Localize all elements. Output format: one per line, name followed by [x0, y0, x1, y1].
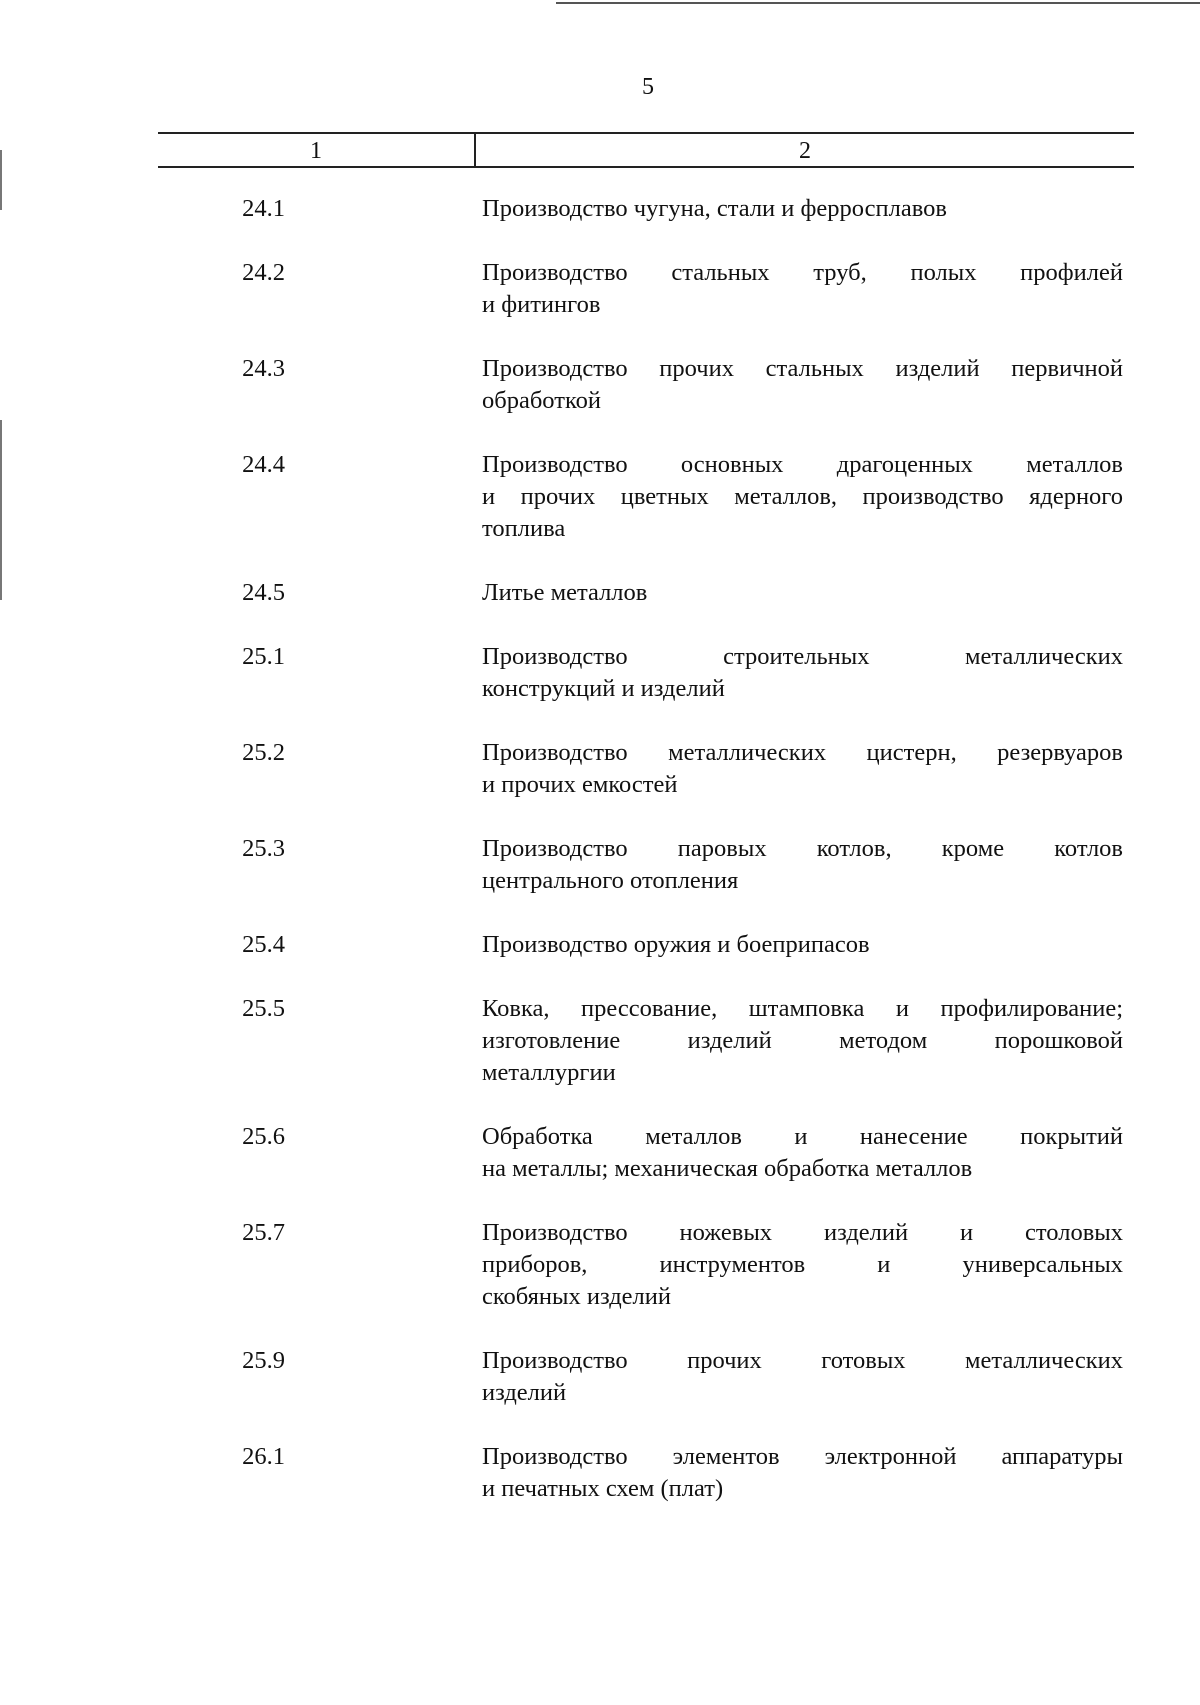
description-line: Обработка металлов и нанесение покрытий — [482, 1123, 1123, 1150]
activity-description — [482, 929, 1123, 961]
activity-code: 25.5 — [242, 995, 285, 1022]
column-header-2: 2 — [799, 138, 811, 164]
description-line: Производство ножевых изделий и столовых — [482, 1219, 1123, 1246]
activity-code: 25.2 — [242, 739, 285, 766]
description-line: конструкций и изделий — [482, 675, 725, 702]
description-line: топлива — [482, 515, 566, 542]
description-line: Производство основных драгоценных металлов — [482, 451, 1123, 478]
description-line: Производство стальных труб, полых профилей — [482, 259, 1123, 286]
description-line: приборов, инструментов и универсальных — [482, 1251, 1123, 1278]
description-line: и прочих емкостей — [482, 771, 678, 798]
activity-description — [482, 993, 1123, 1089]
table-row — [0, 993, 1200, 1089]
table-row — [0, 737, 1200, 801]
activity-code: 24.4 — [242, 451, 285, 478]
activity-code: 24.5 — [242, 579, 285, 606]
activity-description — [482, 641, 1123, 705]
description-line: изготовление изделий методом порошковой — [482, 1027, 1123, 1054]
table-row — [0, 193, 1200, 225]
column-header-1: 1 — [310, 138, 322, 164]
activity-description — [482, 1345, 1123, 1409]
activity-code: 25.9 — [242, 1347, 285, 1374]
activity-description — [482, 257, 1123, 321]
activity-code: 24.3 — [242, 355, 285, 382]
page-number: 5 — [642, 74, 654, 100]
description-line: Производство прочих стальных изделий первичной — [482, 355, 1123, 382]
table-row — [0, 449, 1200, 545]
description-line: Производство строительных металлических — [482, 643, 1123, 670]
activity-code: 25.3 — [242, 835, 285, 862]
description-line: и печатных схем (плат) — [482, 1475, 724, 1502]
description-line: на металлы; механическая обработка металлов — [482, 1155, 973, 1182]
table-row — [0, 353, 1200, 417]
description-line: металлургии — [482, 1059, 616, 1086]
description-line: обработкой — [482, 387, 601, 414]
activity-code: 24.2 — [242, 259, 285, 286]
description-line: изделий — [482, 1379, 567, 1406]
description-line: Производство элементов электронной аппаратуры — [482, 1443, 1123, 1470]
activity-code: 25.6 — [242, 1123, 285, 1150]
activity-description — [482, 1441, 1123, 1505]
activity-description — [482, 353, 1123, 417]
activity-description — [482, 577, 1123, 609]
activity-description — [482, 193, 1123, 225]
activity-description — [482, 449, 1123, 545]
table-row — [0, 577, 1200, 609]
description-line: Производство оружия и боеприпасов — [482, 931, 870, 958]
description-line: Производство металлических цистерн, резервуаров — [482, 739, 1123, 766]
description-line: центрального отопления — [482, 867, 739, 894]
description-line: Производство паровых котлов, кроме котлов — [482, 835, 1123, 862]
table-row — [0, 1217, 1200, 1313]
description-line: Ковка, прессование, штамповка и профилирование; — [482, 995, 1123, 1022]
description-line: Производство чугуна, стали и ферросплавов — [482, 195, 947, 222]
activity-description — [482, 1121, 1123, 1185]
table-row — [0, 929, 1200, 961]
scan-edge-line — [556, 2, 1200, 4]
table-row — [0, 1441, 1200, 1505]
activity-description — [482, 1217, 1123, 1313]
activity-code: 25.4 — [242, 931, 285, 958]
activity-code: 25.1 — [242, 643, 285, 670]
table-body — [0, 193, 1200, 1537]
table-row — [0, 1121, 1200, 1185]
table-row — [0, 641, 1200, 705]
activity-code: 24.1 — [242, 195, 285, 222]
table-header — [158, 132, 1134, 168]
table-row — [0, 257, 1200, 321]
description-line: и фитингов — [482, 291, 601, 318]
activity-description — [482, 737, 1123, 801]
table-row — [0, 1345, 1200, 1409]
activity-code: 25.7 — [242, 1219, 285, 1246]
activity-description — [482, 833, 1123, 897]
description-line: и прочих цветных металлов, производство ядерного — [482, 483, 1123, 510]
table-row — [0, 833, 1200, 897]
description-line: Производство прочих готовых металлических — [482, 1347, 1123, 1374]
description-line: скобяных изделий — [482, 1283, 671, 1310]
activity-code: 26.1 — [242, 1443, 285, 1470]
description-line: Литье металлов — [482, 579, 648, 606]
